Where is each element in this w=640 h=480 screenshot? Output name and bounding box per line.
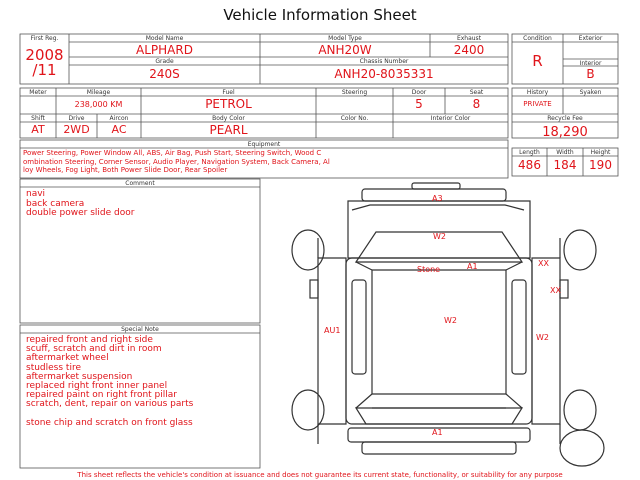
history-value: PRIVATE (523, 100, 552, 108)
interior-color-label: Interior Color (430, 115, 471, 122)
special-note-line: aftermarket suspension (26, 371, 133, 382)
wheel-rear-left (292, 390, 324, 430)
first-reg-year: 2008 (25, 46, 64, 64)
door-value: 5 (415, 97, 423, 111)
exhaust-value: 2400 (453, 43, 485, 57)
wheel-rear-right (564, 390, 596, 430)
body-part (346, 258, 532, 424)
comment-label: Comment (125, 180, 155, 187)
special-note-line: stone chip and scratch on front glass (26, 417, 193, 428)
fuel-value: PETROL (205, 97, 252, 111)
hood-part (348, 201, 530, 258)
color-no-label: Color No. (340, 115, 369, 122)
steering-label: Steering (341, 89, 368, 96)
syaken-label: Syaken (579, 89, 602, 96)
condition-label: Condition (523, 35, 552, 42)
body-color-label: Body Color (212, 115, 245, 122)
grade-value: 240S (149, 67, 180, 81)
model-name-label: Model Name (145, 35, 184, 42)
mark-w2-roof: W2 (444, 316, 457, 325)
mileage-label: Mileage (86, 89, 111, 96)
interior-label: Interior (579, 60, 602, 67)
meter-label: Meter (29, 89, 47, 96)
spare-wheel (560, 430, 604, 466)
mark-xx-2: XX (550, 286, 561, 295)
equipment-line-3: loy Wheels, Fog Light, Both Power Slide Door, Rear Spoiler (23, 166, 228, 174)
equipment-line-2: ombination Steering, Corner Sensor, Audio Player, Navigation System, Back Camera, Al (23, 157, 330, 166)
page-title: Vehicle Information Sheet (223, 6, 417, 24)
disclaimer: This sheet reflects the vehicle's condition at issuance and does not guarantee its current state, functionality, or suitability for any purpose (77, 471, 563, 479)
special-note-line: scuff, scratch and dirt in room (26, 344, 162, 355)
chassis-value: ANH20-8035331 (334, 67, 434, 81)
mark-w2-side: W2 (536, 333, 549, 342)
special-note-line: repaired front and right side (26, 335, 153, 345)
length-value: 486 (518, 158, 541, 172)
equipment-line-1: Power Steering, Power Window All, ABS, Air Bag, Push Start, Steering Switch, Wood C (23, 149, 322, 157)
interior-value: B (586, 67, 595, 81)
mark-stone: Stone (417, 265, 441, 274)
aircon-label: Aircon (109, 115, 129, 122)
special-note-line: aftermarket wheel (26, 353, 109, 364)
shift-label: Shift (31, 115, 45, 122)
chassis-label: Chassis Number (359, 58, 409, 65)
fuel-label: Fuel (222, 89, 235, 96)
first-reg-month: /11 (32, 61, 57, 79)
height-label: Height (590, 149, 611, 156)
model-type-label: Model Type (328, 35, 362, 42)
comment-line: navi (26, 189, 46, 199)
seat-value: 8 (472, 97, 481, 111)
special-note-line: studless tire (26, 362, 81, 373)
special-note-line: scratch, dent, repair on various parts (26, 399, 194, 410)
mark-a1-rear: A1 (432, 428, 443, 437)
mileage-value: 238,000 KM (74, 100, 123, 109)
model-type-value: ANH20W (318, 43, 372, 57)
model-name-value: ALPHARD (136, 43, 193, 57)
history-label: History (526, 89, 549, 96)
condition-value: R (532, 52, 543, 70)
roof-part (372, 270, 506, 394)
comment-line: double power slide door (26, 208, 135, 218)
exhaust-label: Exhaust (456, 35, 482, 42)
grade-label: Grade (155, 58, 174, 65)
aircon-value: AC (111, 123, 127, 136)
special-note-label: Special Note (121, 326, 159, 333)
width-value: 184 (553, 158, 577, 172)
first-reg-label: First Reg. (30, 35, 59, 42)
mark-au1: AU1 (324, 326, 341, 335)
seat-label: Seat (469, 89, 484, 96)
mark-w2-hood: W2 (433, 232, 446, 241)
shift-value: AT (31, 123, 45, 136)
mark-xx-1: XX (538, 259, 549, 268)
wheel-front-left (292, 230, 324, 270)
wheel-front-right (564, 230, 596, 270)
length-label: Length (519, 149, 540, 156)
drive-value: 2WD (63, 123, 90, 136)
mark-a1-glass: A1 (467, 262, 478, 271)
recycle-value: 18,290 (542, 125, 588, 140)
door-label: Door (411, 89, 427, 96)
exterior-label: Exterior (578, 35, 603, 42)
equipment-label: Equipment (247, 141, 281, 148)
mark-a3: A3 (432, 194, 443, 203)
comment-line: back camera (26, 198, 85, 209)
special-note-line: repaired paint on right front pillar (26, 390, 177, 401)
height-value: 190 (589, 158, 612, 172)
recycle-label: Recycle Fee (547, 115, 583, 122)
width-label: Width (556, 149, 574, 156)
body-color-value: PEARL (209, 123, 248, 137)
special-note-line: replaced right front inner panel (26, 381, 168, 391)
left-side-part (318, 258, 346, 424)
drive-label: Drive (68, 115, 85, 122)
